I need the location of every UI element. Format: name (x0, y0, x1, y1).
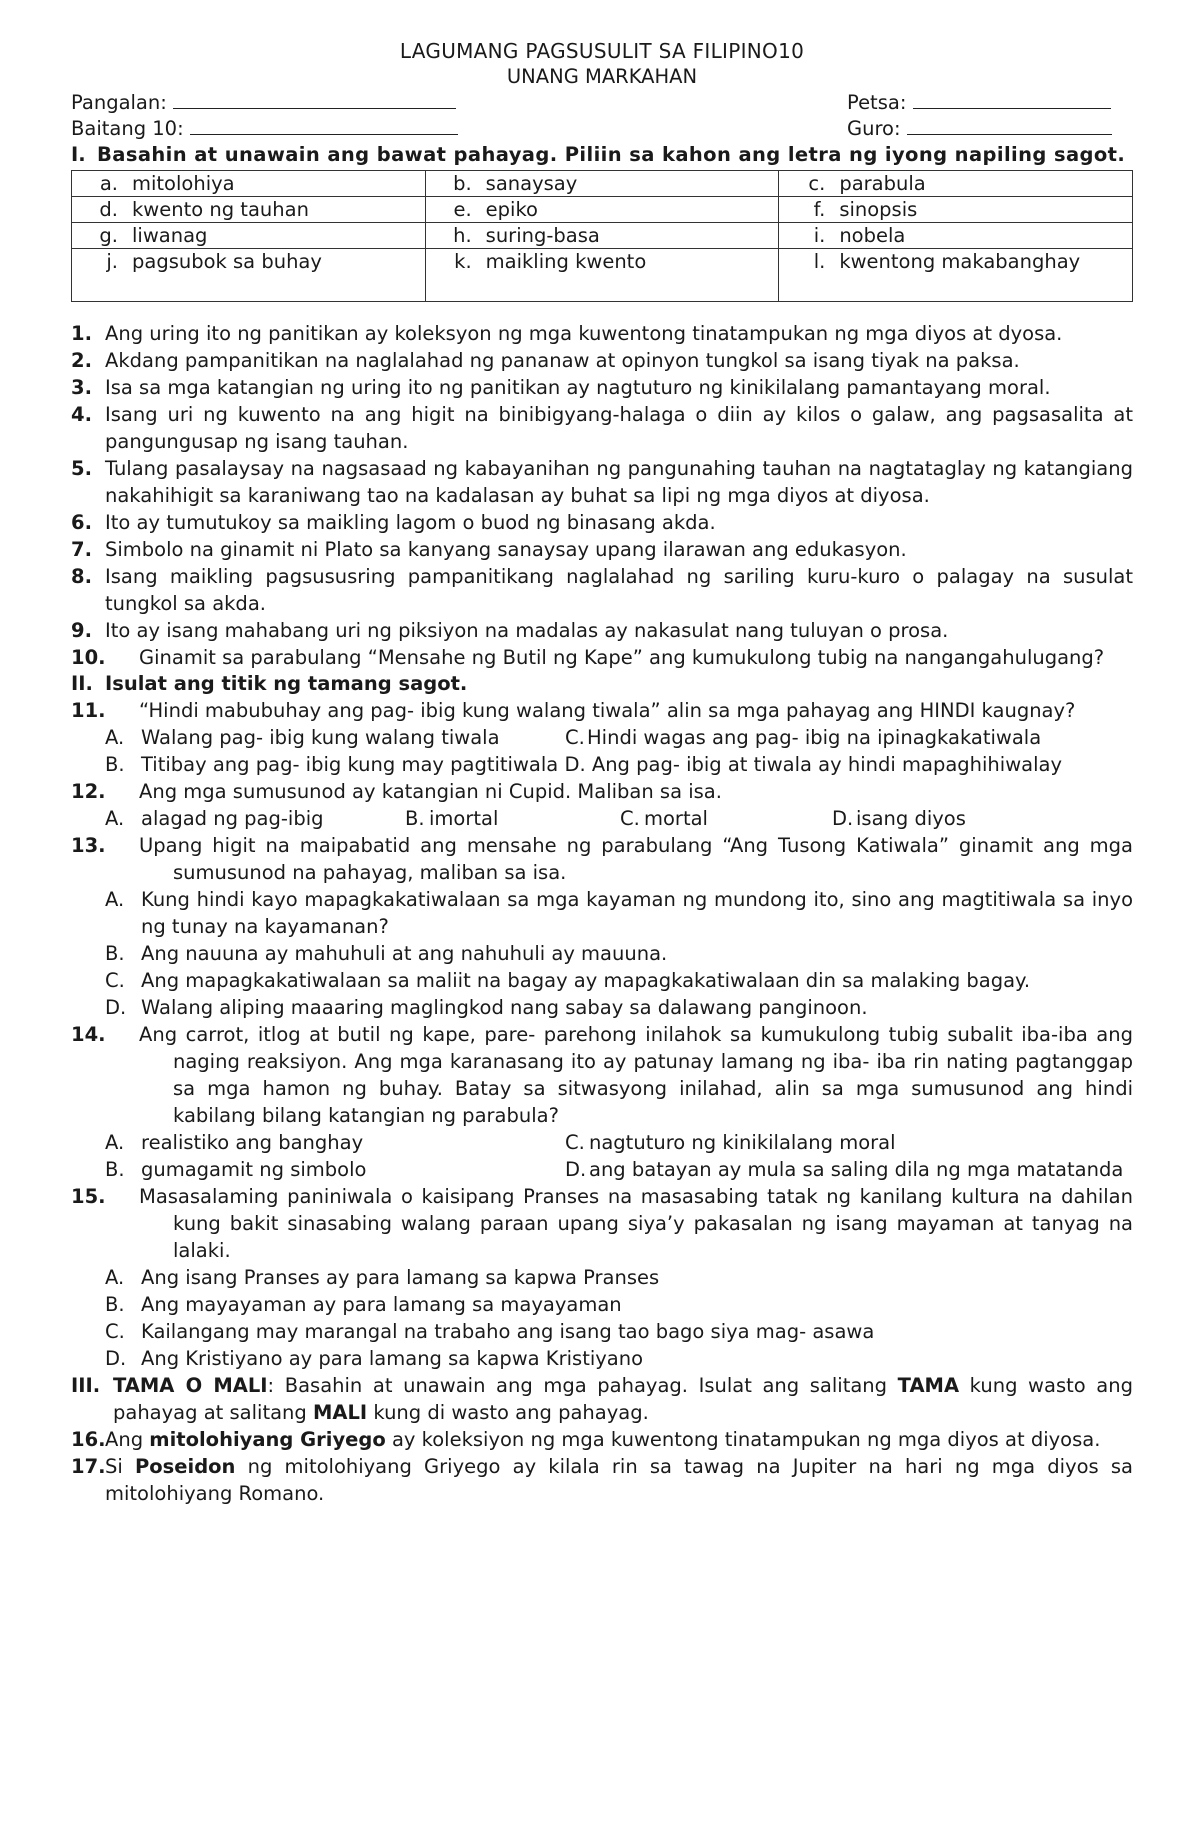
section3-heading: III. TAMA O MALI: Basahin at unawain ang mga pahayag. Isulat ang salitang TAMA kung wasto ang pahayag at salitang MALI kung di wasto ang pahayag. (71, 1374, 1133, 1424)
choice-text: kwento ng tauhan (132, 198, 309, 221)
q13-option-a[interactable]: A. Kung hindi kayo mapagkakatiwalaan sa mga kayaman ng mundong ito, sino ang magtitiwala sa inyo ng tunay na kayamanan? (105, 888, 1133, 938)
q14-option-a[interactable]: realistiko ang banghay (141, 1131, 364, 1154)
grade-label: Baitang 10: (71, 117, 184, 140)
q13-option-b[interactable]: B. Ang nauuna ay mahuhuli at ang nahuhuli ay mauuna. (105, 942, 668, 965)
choice-cell: h. suring-basa (425, 223, 779, 249)
question-8: 8. Isang maikling pagsususring pampanitikang naglalahad ng sariling kuru-kuro o palagay na susulat tungkol sa akda. (71, 565, 1133, 615)
section2-heading: II. Isulat ang titik ng tamang sagot. (71, 672, 468, 695)
choice-text: liwanag (132, 224, 208, 247)
q14-option-d[interactable]: ang batayan ay mula sa saling dila ng mga matatanda (589, 1158, 1124, 1181)
name-field[interactable] (173, 90, 456, 109)
question-3: 3. Isa sa mga katangian ng uring ito ng panitikan ay nagtuturo ng kinikilalang pamantayang moral. (71, 376, 1051, 399)
question-10: 10. Ginamit sa parabulang “Mensahe ng Butil ng Kape” ang kumukulong tubig na nangangahulugang? (71, 646, 1105, 669)
q14-option-c[interactable]: nagtuturo ng kinikilalang moral (589, 1131, 896, 1154)
q11-option-b[interactable]: Titibay ang pag- ibig kung may pagtitiwala D. Ang pag- ibig at tiwala ay hindi mapaghihiwalay (141, 753, 1063, 776)
q11-option-b-row: B. Titibay ang pag- ibig kung may pagtitiwala D. Ang pag- ibig at tiwala ay hindi mapaghihiwalay (71, 751, 1133, 778)
choice-text: maikling kwento (485, 250, 647, 273)
q12-option-a[interactable]: A. alagad ng pag-ibig (105, 807, 324, 830)
question-6: 6. Ito ay tumutukoy sa maikling lagom o buod ng binasang akda. (71, 511, 716, 534)
q14-options-ac: A. realistiko ang banghay C. nagtuturo ng kinikilalang moral (105, 1131, 896, 1154)
choice-text: sinopsis (839, 198, 918, 221)
choice-cell: j. pagsubok sa buhay (72, 249, 426, 302)
q12-options (71, 805, 1133, 832)
question-2: 2. Akdang pampanitikan na naglalahad ng pananaw at opinyon tungkol sa isang tiyak na paksa. (71, 349, 1020, 372)
choice-text: sanaysay (485, 172, 578, 195)
teacher-field[interactable] (907, 116, 1112, 135)
choice-cell: e. epiko (425, 197, 779, 223)
section1-instruction: Basahin at unawain ang bawat pahayag. Piliin sa kahon ang letra ng iyong napiling sagot. (97, 143, 1126, 166)
choice-text: pagsubok sa buhay (132, 250, 322, 273)
question-17: 17. Si Poseidon ng mitolohiyang Griyego ay kilala rin sa tawag na Jupiter na hari ng mga diyos sa mitolohiyang Romano. (71, 1455, 1133, 1505)
choice-cell: k. maikling kwento (425, 249, 779, 302)
q12-option-d[interactable]: D. isang diyos (832, 807, 966, 830)
choice-cell: i. nobela (779, 223, 1133, 249)
q14-option-b[interactable]: gumagamit ng simbolo (141, 1158, 367, 1181)
q13-options (71, 886, 1133, 1021)
exam-title: LAGUMANG PAGSUSULIT SA FILIPINO10 (399, 39, 805, 63)
q13-option-d[interactable]: D. Walang aliping maaaring maglingkod nang sabay sa dalawang panginoon. (105, 996, 868, 1019)
choices-row (72, 197, 1133, 223)
choices-table (71, 170, 1133, 302)
question-12: 12. Ang mga sumusunod ay katangian ni Cupid. Maliban sa isa. (71, 780, 722, 803)
question-11: 11. “Hindi mabubuhay ang pag- ibig kung walang tiwala” alin sa mga pahayag ang HINDI kaugnay? (71, 699, 1076, 722)
choice-cell: f. sinopsis (779, 197, 1133, 223)
q15-option-b[interactable]: B. Ang mayayaman ay para lamang sa mayayaman (105, 1293, 622, 1316)
choice-cell: a. mitolohiya (72, 171, 426, 197)
choices-row (72, 223, 1133, 249)
grade-field[interactable] (190, 116, 458, 135)
question-7: 7. Simbolo na ginamit ni Plato sa kanyang sanaysay upang ilarawan ang edukasyon. (71, 538, 907, 561)
name-label: Pangalan: (71, 91, 167, 114)
section1-items (71, 320, 1133, 671)
question-5: 5. Tulang pasalaysay na nagsasaad ng kabayanihan ng pangunahing tauhan na nagtataglay ng katangiang nakahihigit sa karaniwang tao na kadalasan ay buhat sa lipi ng mga diyos at diyosa. (71, 457, 1133, 507)
question-4: 4. Isang uri ng kuwento na ang higit na binibigyang-halaga o diin ay kilos o galaw, ang pagsasalita at pangungusap ng isang tauhan. (71, 403, 1133, 453)
question-16: 16. Ang mitolohiyang Griyego ay koleksiyon ng mga kuwentong tinatampukan ng mga diyos at diyosa. (71, 1428, 1101, 1451)
question-9: 9. Ito ay isang mahabang uri ng piksiyon na madalas ay nakasulat nang tuluyan o prosa. (71, 619, 949, 642)
q15-options (71, 1264, 1133, 1372)
choice-text: suring-basa (485, 224, 600, 247)
q15-option-a[interactable]: A. Ang isang Pranses ay para lamang sa kapwa Pranses (105, 1266, 660, 1289)
date-label: Petsa: (847, 91, 907, 114)
q15-option-d[interactable]: D. Ang Kristiyano ay para lamang sa kapwa Kristiyano (105, 1347, 644, 1370)
choice-text: parabula (839, 172, 926, 195)
section1-heading: I. Basahin at unawain ang bawat pahayag. Piliin sa kahon ang letra ng iyong napiling sagot. (71, 143, 1126, 166)
teacher-label: Guro: (847, 117, 901, 140)
question-15: 15. Masasalaming paniniwala o kaisipang Pranses na masasabing tatak ng kanilang kultura na dahilan kung bakit sinasabing walang paraan upang siya’y pakasalan ng isang mayaman at tanyag na lalaki. (71, 1185, 1133, 1262)
choice-text: mitolohiya (132, 172, 235, 195)
q15-option-c[interactable]: C. Kailangang may marangal na trabaho ang isang tao bago siya mag- asawa (105, 1320, 875, 1343)
date-field[interactable] (913, 90, 1111, 109)
choice-text: kwentong makabanghay (839, 250, 1081, 273)
question-1: 1. Ang uring ito ng panitikan ay koleksyon ng mga kuwentong tinatampukan ng mga diyos at dyosa. (71, 322, 1063, 345)
choice-cell: g. liwanag (72, 223, 426, 249)
q11-options-ac: A. Walang pag- ibig kung walang tiwala C. Hindi wagas ang pag- ibig na ipinagkakatiwala (105, 726, 1042, 749)
choices-row (72, 171, 1133, 197)
choice-cell: b. sanaysay (425, 171, 779, 197)
choice-text: epiko (485, 198, 538, 221)
q14-options-bd: B. gumagamit ng simbolo D. ang batayan ay mula sa saling dila ng mga matatanda (105, 1158, 1124, 1181)
choice-cell: c. parabula (779, 171, 1133, 197)
q11-option-c[interactable]: Hindi wagas ang pag- ibig na ipinagkakatiwala (587, 726, 1042, 749)
exam-page (71, 38, 1133, 1507)
section2-instruction: Isulat ang titik ng tamang sagot. (105, 672, 468, 695)
choices-row (72, 249, 1133, 302)
choice-cell: d. kwento ng tauhan (72, 197, 426, 223)
choice-text: nobela (839, 224, 906, 247)
name-date-row (71, 90, 1133, 116)
question-13: 13. Upang higit na maipabatid ang mensahe ng parabulang “Ang Tusong Katiwala” ginamit ang mga sumusunod na pahayag, maliban sa isa. (71, 834, 1133, 884)
exam-subtitle: UNANG MARKAHAN (506, 65, 698, 88)
question-14: 14. Ang carrot, itlog at butil ng kape, pare- parehong inilahok sa kumukulong tubig subalit iba-iba ang naging reaksiyon. Ang mga karanasang ito ay patunay lamang ng iba- iba rin nating pagtanggap sa mga hamon ng buhay. Batay sa sitwasyong inilahad, alin sa mga sumusunod ang hindi kabilang bilang katangian ng parabula? (71, 1023, 1133, 1127)
choice-cell: l. kwentong makabanghay (779, 249, 1133, 302)
q13-option-c[interactable]: C. Ang mapagkakatiwalaan sa maliit na bagay ay mapagkakatiwalaan din sa malaking bagay. (105, 969, 1031, 992)
q12-option-c[interactable]: C. mortal (620, 807, 708, 830)
q11-option-a[interactable]: Walang pag- ibig kung walang tiwala (141, 726, 500, 749)
grade-teacher-row (71, 116, 1133, 142)
q12-option-b[interactable]: B. imortal (405, 807, 499, 830)
